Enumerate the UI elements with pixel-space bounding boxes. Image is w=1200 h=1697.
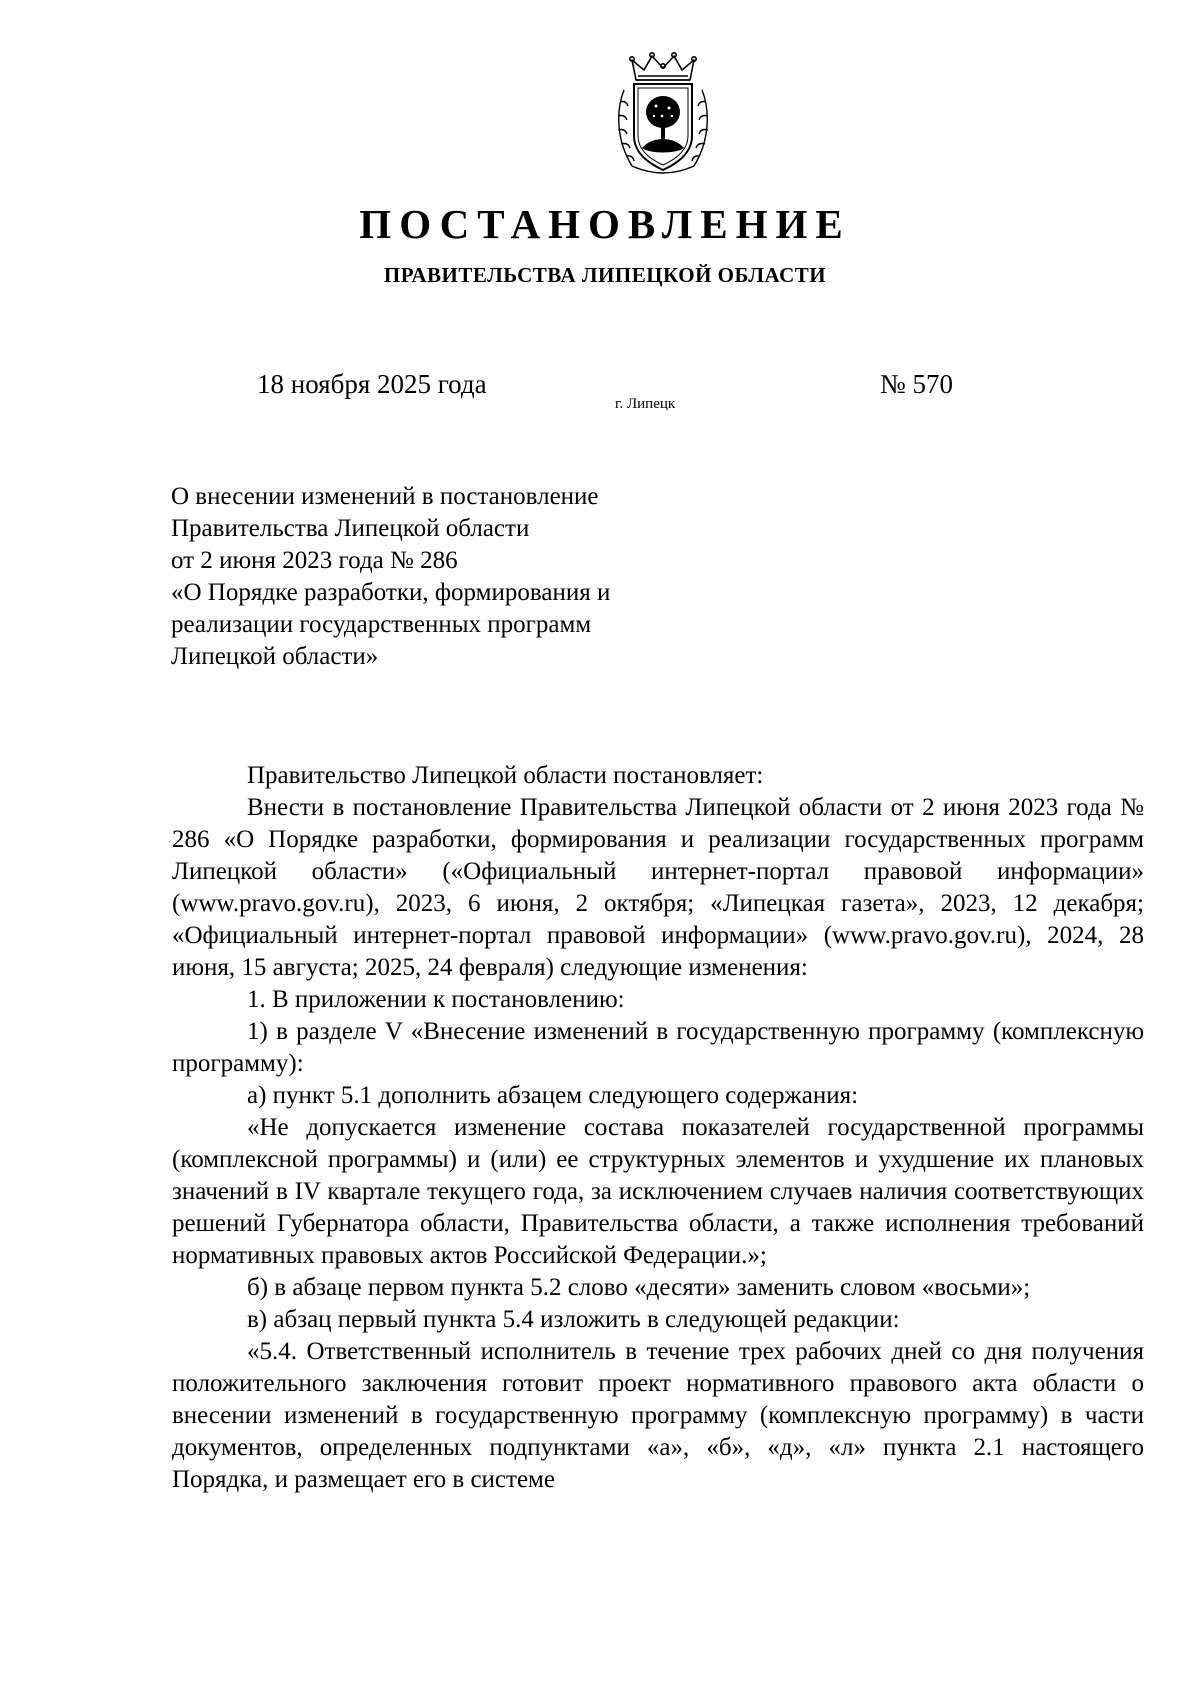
- document-subject-heading: [171, 481, 731, 673]
- body-paragraph: 1. В приложении к постановлению:: [247, 986, 625, 1013]
- heading-line: О внесении изменений в постановление: [171, 483, 599, 510]
- heading-line: реализации государственных программ: [171, 611, 592, 638]
- heading-line: от 2 июня 2023 года № 286: [171, 547, 458, 574]
- heading-line: «О Порядке разработки, формирования и: [171, 579, 611, 606]
- body-paragraph: 1) в разделе V «Внесение изменений в государственную программу (комплексную программу):: [172, 1018, 1144, 1077]
- document-city: г. Липецк: [615, 396, 676, 412]
- body-paragraph: «5.4. Ответственный исполнитель в течение трех рабочих дней со дня получения положительного заключения готовит проект нормативного правового акта области о внесении изменений в государственную программу (комплексную программу) в части документов, определенных подпунктами «а», «б», «д», «л» пункта 2.1 настоящего Порядка, и размещает его в системе: [172, 1338, 1144, 1493]
- body-paragraph: б) в абзаце первом пункта 5.2 слово «десяти» заменить словом «восьми»;: [247, 1274, 1031, 1301]
- body-paragraph: Правительство Липецкой области постановляет:: [247, 762, 764, 789]
- body-paragraph: Внести в постановление Правительства Липецкой области от 2 июня 2023 года № 286 «О Порядке разработки, формирования и реализации государственных программ Липецкой области» («Официальный интернет-портал правовой информации» (www.pravo.gov.ru), 2023, 6 июня, 2 октября; «Липецкая газета», 2023, 12 декабря; «Официальный интернет-портал правовой информации» (www.pravo.gov.ru), 2024, 28 июня, 15 августа; 2025, 24 февраля) следующие изменения:: [172, 794, 1144, 981]
- issuing-authority: ПРАВИТЕЛЬСТВА ЛИПЕЦКОЙ ОБЛАСТИ: [383, 263, 827, 287]
- document-title: ПОСТАНОВЛЕНИЕ: [359, 201, 851, 247]
- heading-line: Правительства Липецкой области: [171, 515, 530, 542]
- document-date: 18 ноября 2025 года: [257, 369, 487, 399]
- document-body: [172, 760, 1144, 1496]
- body-paragraph: в) абзац первый пункта 5.4 изложить в следующей редакции:: [247, 1306, 900, 1333]
- body-paragraph: «Не допускается изменение состава показателей государственной программы (комплексной программы) и (или) ее структурных элементов и ухудшение их плановых значений в IV квартале текущего года, за исключением случаев наличия соответствующих решений Губернатора области, Правительства области, а также исполнения требований нормативных правовых актов Российской Федерации.»;: [172, 1114, 1144, 1269]
- coat-of-arms-emblem: [614, 50, 712, 178]
- document-number: № 570: [880, 369, 954, 399]
- body-paragraph: а) пункт 5.1 дополнить абзацем следующего содержания:: [247, 1082, 859, 1109]
- heading-line: Липецкой области»: [171, 643, 379, 670]
